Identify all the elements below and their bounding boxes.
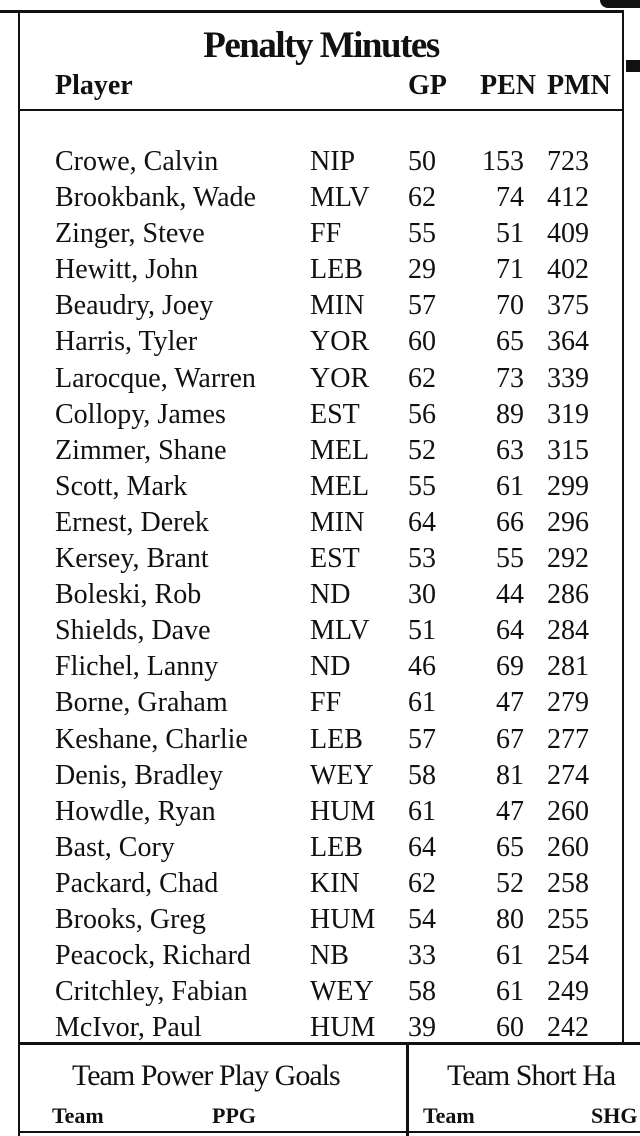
team-code: EST bbox=[310, 543, 360, 575]
team-code: ND bbox=[310, 651, 351, 683]
player-name: McIvor, Paul bbox=[55, 1012, 202, 1044]
power-play-header-team: Team bbox=[52, 1103, 104, 1128]
table-row bbox=[20, 397, 622, 433]
penalties: 69 bbox=[496, 651, 524, 683]
penalty-minutes: 260 bbox=[547, 795, 589, 827]
player-name: Collopy, James bbox=[55, 398, 226, 430]
player-name: Larocque, Warren bbox=[55, 362, 256, 394]
penalty-minutes: 315 bbox=[547, 434, 589, 466]
table-row bbox=[20, 541, 622, 577]
penalties: 52 bbox=[496, 867, 524, 899]
games-played: 57 bbox=[408, 723, 436, 755]
games-played: 29 bbox=[408, 254, 436, 286]
team-code: MEL bbox=[310, 434, 370, 466]
team-code: WEY bbox=[310, 759, 374, 791]
table-row bbox=[20, 938, 622, 974]
team-code: HUM bbox=[310, 1012, 376, 1044]
player-name: Hewitt, John bbox=[55, 254, 199, 286]
table-row bbox=[20, 469, 622, 505]
penalty-minutes: 258 bbox=[547, 867, 589, 899]
games-played: 52 bbox=[408, 434, 436, 466]
penalties: 67 bbox=[496, 723, 524, 755]
games-played: 53 bbox=[408, 543, 436, 575]
games-played: 30 bbox=[408, 579, 436, 611]
penalty-minutes: 292 bbox=[547, 543, 589, 575]
penalties: 64 bbox=[496, 615, 524, 647]
player-name: Scott, Mark bbox=[55, 470, 188, 502]
penalties: 80 bbox=[496, 903, 524, 935]
penalties: 44 bbox=[496, 579, 524, 611]
games-played: 46 bbox=[408, 651, 436, 683]
team-code: LEB bbox=[310, 831, 363, 863]
games-played: 62 bbox=[408, 182, 436, 214]
player-name: Denis, Bradley bbox=[55, 759, 223, 791]
penalty-minutes: 255 bbox=[547, 903, 589, 935]
penalties: 153 bbox=[482, 146, 524, 177]
penalty-minutes: 279 bbox=[547, 687, 589, 719]
games-played: 50 bbox=[408, 146, 436, 177]
team-code: WEY bbox=[310, 976, 374, 1008]
penalty-minutes: 375 bbox=[547, 290, 589, 322]
player-name: Crowe, Calvin bbox=[55, 146, 219, 177]
table-row bbox=[20, 433, 622, 469]
table-row bbox=[20, 722, 622, 758]
player-name: Beaudry, Joey bbox=[55, 290, 214, 322]
games-played: 61 bbox=[408, 687, 436, 719]
penalty-minutes: 286 bbox=[547, 579, 589, 611]
games-played: 57 bbox=[408, 290, 436, 322]
penalty-minutes: 281 bbox=[547, 651, 589, 683]
team-code: LEB bbox=[310, 723, 363, 755]
games-played: 58 bbox=[408, 976, 436, 1008]
player-name: Flichel, Lanny bbox=[55, 651, 219, 683]
short-handed-header-shg: SHG bbox=[591, 1103, 638, 1128]
penalties: 65 bbox=[496, 326, 524, 358]
penalties: 70 bbox=[496, 290, 524, 322]
table-row bbox=[20, 505, 622, 541]
table-row bbox=[20, 649, 622, 685]
header-divider bbox=[20, 109, 622, 111]
team-code: ND bbox=[310, 579, 351, 611]
player-name: Zimmer, Shane bbox=[55, 434, 227, 466]
power-play-title: Team Power Play Goals bbox=[72, 1059, 340, 1092]
team-code: MLV bbox=[310, 615, 370, 647]
games-played: 64 bbox=[408, 831, 436, 863]
penalties: 66 bbox=[496, 506, 524, 538]
penalty-minutes: 242 bbox=[547, 1012, 589, 1044]
short-handed-header-divider bbox=[407, 1131, 640, 1133]
penalties: 61 bbox=[496, 470, 524, 502]
table-row bbox=[20, 144, 622, 180]
player-name: Brooks, Greg bbox=[55, 903, 206, 935]
player-name: Peacock, Richard bbox=[55, 940, 251, 972]
power-play-header-ppg: PPG bbox=[212, 1103, 256, 1128]
player-name: Ernest, Derek bbox=[55, 506, 209, 538]
team-code: NIP bbox=[310, 146, 356, 177]
penalties: 65 bbox=[496, 831, 524, 863]
penalty-minutes: 274 bbox=[547, 759, 589, 791]
team-code: HUM bbox=[310, 903, 376, 935]
table-row bbox=[20, 758, 622, 794]
penalties: 47 bbox=[496, 795, 524, 827]
games-played: 51 bbox=[408, 615, 436, 647]
player-name: Harris, Tyler bbox=[55, 326, 198, 358]
games-played: 55 bbox=[408, 218, 436, 250]
table-row bbox=[20, 974, 622, 1010]
penalties: 55 bbox=[496, 543, 524, 575]
power-play-goals-table bbox=[18, 1045, 409, 1136]
team-code: MIN bbox=[310, 506, 365, 538]
header-player: Player bbox=[55, 70, 133, 101]
games-played: 55 bbox=[408, 470, 436, 502]
player-name: Zinger, Steve bbox=[55, 218, 205, 250]
header-pmn: PMN bbox=[547, 70, 611, 101]
games-played: 58 bbox=[408, 759, 436, 791]
header-gp: GP bbox=[408, 70, 447, 101]
table-row bbox=[20, 252, 622, 288]
games-played: 62 bbox=[408, 362, 436, 394]
games-played: 56 bbox=[408, 398, 436, 430]
team-code: MIN bbox=[310, 290, 365, 322]
team-code: KIN bbox=[310, 867, 360, 899]
table-body bbox=[20, 144, 622, 1046]
team-code: LEB bbox=[310, 254, 363, 286]
penalties: 47 bbox=[496, 687, 524, 719]
power-play-header-divider bbox=[20, 1131, 406, 1133]
table-row bbox=[20, 324, 622, 360]
clipped-heading-fragment bbox=[600, 0, 640, 8]
team-code: HUM bbox=[310, 795, 376, 827]
penalty-minutes: 364 bbox=[547, 326, 589, 358]
penalty-minutes: 723 bbox=[547, 146, 589, 177]
table-row bbox=[20, 613, 622, 649]
team-code: EST bbox=[310, 398, 360, 430]
penalty-minutes: 299 bbox=[547, 470, 589, 502]
table-row bbox=[20, 866, 622, 902]
table-row bbox=[20, 830, 622, 866]
table-row bbox=[20, 902, 622, 938]
player-name: Brookbank, Wade bbox=[55, 182, 256, 214]
penalty-minutes: 409 bbox=[547, 218, 589, 250]
penalty-minutes-table bbox=[18, 10, 624, 1042]
table-row bbox=[20, 577, 622, 613]
penalty-minutes: 249 bbox=[547, 976, 589, 1008]
header-pen: PEN bbox=[480, 70, 536, 101]
team-code: YOR bbox=[310, 326, 370, 358]
player-name: Keshane, Charlie bbox=[55, 723, 248, 755]
penalty-minutes: 254 bbox=[547, 940, 589, 972]
table-row bbox=[20, 685, 622, 721]
short-handed-goals-table bbox=[407, 1045, 640, 1136]
player-name: Borne, Graham bbox=[55, 687, 228, 719]
table-title: Penalty Minutes bbox=[203, 25, 439, 66]
penalties: 51 bbox=[496, 218, 524, 250]
table-row bbox=[20, 288, 622, 324]
games-played: 62 bbox=[408, 867, 436, 899]
player-name: Boleski, Rob bbox=[55, 579, 202, 611]
penalties: 81 bbox=[496, 759, 524, 791]
short-handed-title: Team Short Ha bbox=[447, 1059, 616, 1092]
team-code: YOR bbox=[310, 362, 370, 394]
penalty-minutes: 319 bbox=[547, 398, 589, 430]
penalty-minutes: 402 bbox=[547, 254, 589, 286]
adjacent-column-edge bbox=[622, 10, 640, 1042]
penalties: 74 bbox=[496, 182, 524, 214]
player-name: Howdle, Ryan bbox=[55, 795, 216, 827]
team-code: MLV bbox=[310, 182, 370, 214]
penalties: 89 bbox=[496, 398, 524, 430]
player-name: Critchley, Fabian bbox=[55, 976, 248, 1008]
penalties: 71 bbox=[496, 254, 524, 286]
table-row bbox=[20, 1010, 622, 1046]
penalty-minutes: 296 bbox=[547, 506, 589, 538]
player-name: Packard, Chad bbox=[55, 867, 219, 899]
penalties: 61 bbox=[496, 976, 524, 1008]
penalties: 61 bbox=[496, 940, 524, 972]
games-played: 33 bbox=[408, 940, 436, 972]
team-code: NB bbox=[310, 940, 349, 972]
table-row bbox=[20, 361, 622, 397]
player-name: Kersey, Brant bbox=[55, 543, 209, 575]
penalties: 63 bbox=[496, 434, 524, 466]
games-played: 60 bbox=[408, 326, 436, 358]
penalties: 73 bbox=[496, 362, 524, 394]
column-edge-mark bbox=[626, 60, 640, 72]
penalty-minutes: 277 bbox=[547, 723, 589, 755]
games-played: 64 bbox=[408, 506, 436, 538]
penalty-minutes: 284 bbox=[547, 615, 589, 647]
penalty-minutes: 339 bbox=[547, 362, 589, 394]
penalty-minutes: 260 bbox=[547, 831, 589, 863]
player-name: Shields, Dave bbox=[55, 615, 211, 647]
table-row bbox=[20, 216, 622, 252]
team-code: FF bbox=[310, 218, 342, 250]
penalty-minutes: 412 bbox=[547, 182, 589, 214]
team-code: FF bbox=[310, 687, 342, 719]
games-played: 39 bbox=[408, 1012, 436, 1044]
table-row bbox=[20, 794, 622, 830]
games-played: 61 bbox=[408, 795, 436, 827]
team-code: MEL bbox=[310, 470, 370, 502]
penalties: 60 bbox=[496, 1012, 524, 1044]
table-row bbox=[20, 180, 622, 216]
short-handed-header-team: Team bbox=[423, 1103, 475, 1128]
games-played: 54 bbox=[408, 903, 436, 935]
player-name: Bast, Cory bbox=[55, 831, 175, 863]
